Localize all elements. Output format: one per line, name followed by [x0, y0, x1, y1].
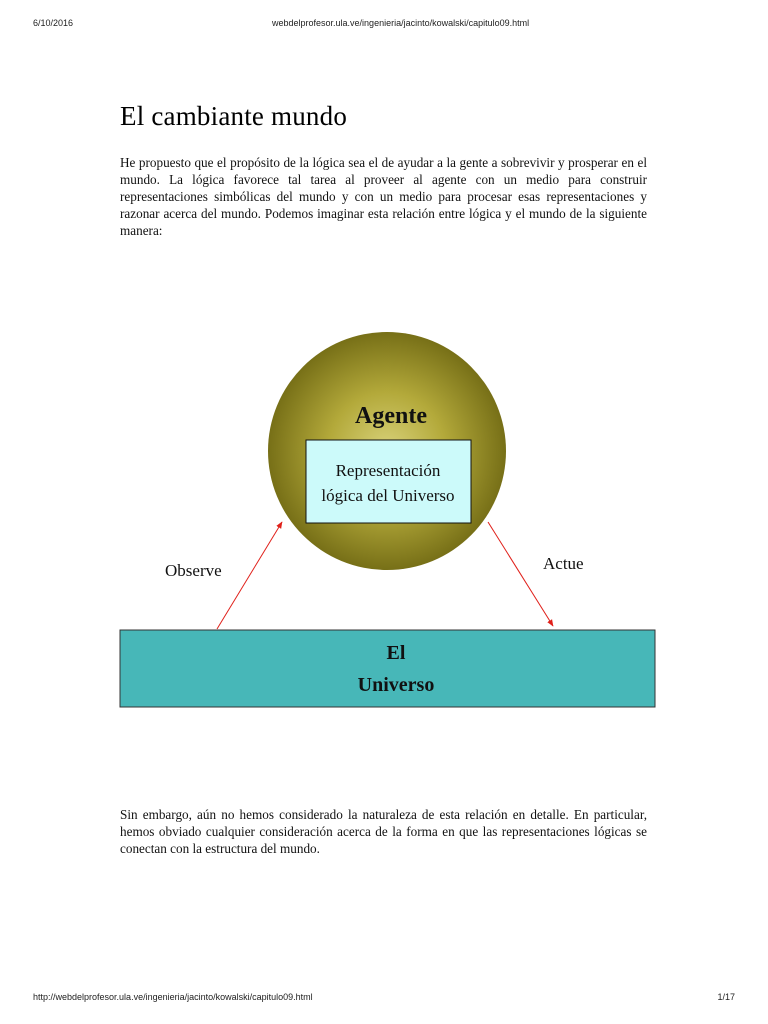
representation-line-2: lógica del Universo	[321, 486, 455, 505]
act-label: Actue	[543, 554, 584, 573]
universe-line-2: Universo	[357, 674, 435, 696]
agent-label: Agente	[355, 403, 427, 429]
page-number: 1/17	[717, 992, 735, 1002]
closing-paragraph: Sin embargo, aún no hemos considerado la naturaleza de esta relación en detalle. En particular, hemos obviado cualquier consideración acerca de la forma en que las representaciones lógicas se conectan con la estructura del mundo.	[120, 807, 647, 856]
page-title: El cambiante mundo	[120, 101, 348, 131]
intro-paragraph: He propuesto que el propósito de la lógica sea el de ayudar a la gente a sobrevivir y prosperar en el mundo. La lógica favorece tal tarea al proveer al agente con un medio para construir representaciones simbólicas del mundo y con un medio para procesar esas representaciones y razonar acerca del mundo. Podemos imaginar esta relación entre lógica y el mundo de la siguiente manera:	[120, 155, 647, 238]
print-footer-url: http://webdelprofesor.ula.ve/ingenieria/jacinto/kowalski/capitulo09.html	[33, 992, 313, 1002]
print-date: 6/10/2016	[33, 18, 74, 28]
logic-world-diagram	[0, 320, 768, 720]
representation-line-1: Representación	[335, 461, 441, 480]
print-header-url: webdelprofesor.ula.ve/ingenieria/jacinto/kowalski/capitulo09.html	[272, 18, 530, 28]
representation-box	[306, 440, 471, 523]
observe-arrow	[217, 522, 282, 629]
act-arrow	[488, 522, 553, 626]
universe-line-1: El	[386, 642, 406, 664]
observe-label: Observe	[165, 561, 222, 580]
